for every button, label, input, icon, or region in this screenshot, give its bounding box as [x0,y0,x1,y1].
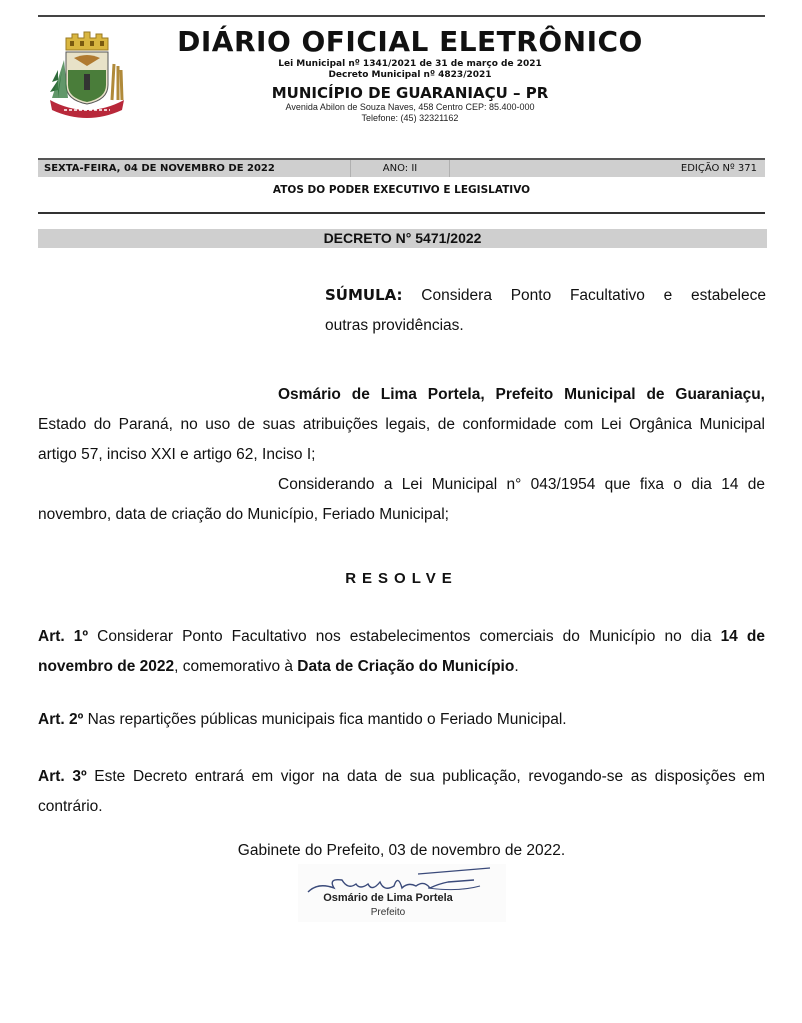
article-1-label: Art. 1º [38,628,89,645]
article-1-text: Considerar Ponto Facultativo nos estabelecimentos comerciais do Município no dia [97,628,712,645]
article-1 [38,622,765,682]
sumula [325,280,766,341]
edition-info-bar [38,158,765,177]
article-3-line-2: contrário. [38,798,103,815]
article-1-date-rest: novembro de 2022 [38,658,175,675]
closing-line: Gabinete do Prefeito, 03 de novembro de 2022. [237,842,566,859]
resolve-heading: RESOLVE [345,570,458,587]
sumula-line-2: outras providências. [325,317,464,334]
sumula-label: SÚMULA: [325,286,403,304]
gazette-title: DIÁRIO OFICIAL ELETRÔNICO [177,25,643,58]
preamble-line-3: artigo 57, inciso XXI e artigo 62, Inciso I; [38,446,316,463]
section-rule [38,212,765,214]
sumula-text: Considera Ponto Facultativo e estabelece [421,287,766,304]
signatory-role: Prefeito [370,907,406,918]
section-heading: ATOS DO PODER EXECUTIVO E LEGISLATIVO [272,184,531,196]
signatory-name: Osmário de Lima Portela [323,892,453,904]
article-3-label: Art. 3º [38,768,87,785]
article-3 [38,762,765,822]
publication-date: SEXTA-FEIRA, 04 DE NOVEMBRO DE 2022 [44,163,275,174]
preamble-line-1 [38,380,765,410]
preamble-line-2: Estado do Paraná, no uso de suas atribuições legais, de conformidade com Lei Orgânica Municipal [38,416,765,433]
preamble-line-4: Considerando a Lei Municipal n° 043/1954 que fixa o dia 14 de [278,476,765,493]
coat-of-arms-logo [44,30,130,120]
preamble-line-5: novembro, data de criação do Município, Feriado Municipal; [38,506,449,523]
municipality-name: MUNICÍPIO DE GUARANIAÇU – PR [271,84,549,102]
article-1-date-day: 14 de [720,628,765,645]
article-2-text: Nas repartições públicas municipais fica mantido o Feriado Municipal. [87,711,567,728]
article-3-line-1 [38,762,765,792]
mayor-intro: Osmário de Lima Portela, Prefeito Municipal de Guaraniaçu, [278,386,765,403]
article-2 [38,705,765,735]
article-1-end: . [514,658,519,675]
edition-number: EDIÇÃO Nº 371 [680,163,757,174]
coat-of-arms-icon [44,30,130,120]
article-1-mid: , comemorativo à [174,658,298,675]
preamble [38,380,765,530]
publication-year: ANO: II [350,160,450,177]
address: Avenida Abilon de Souza Naves, 458 Centro CEP: 85.400-000 [285,102,535,112]
article-1-line-2 [38,652,765,682]
law-reference: Lei Municipal nº 1341/2021 de 31 de março de 2021 [278,59,542,69]
header-top-rule [38,15,765,17]
article-1-occasion: Data de Criação do Município [297,658,515,675]
phone: Telefone: (45) 32321162 [361,113,459,123]
article-2-label: Art. 2º [38,711,84,728]
article-3-text: Este Decreto entrará em vigor na data de sua publicação, revogando-se as disposições em [94,768,765,785]
sumula-line-1 [325,280,766,311]
article-1-line-1 [38,622,765,652]
decree-reference: Decreto Municipal nº 4823/2021 [328,70,492,80]
decree-title: DECRETO N° 5471/2022 [38,229,767,248]
